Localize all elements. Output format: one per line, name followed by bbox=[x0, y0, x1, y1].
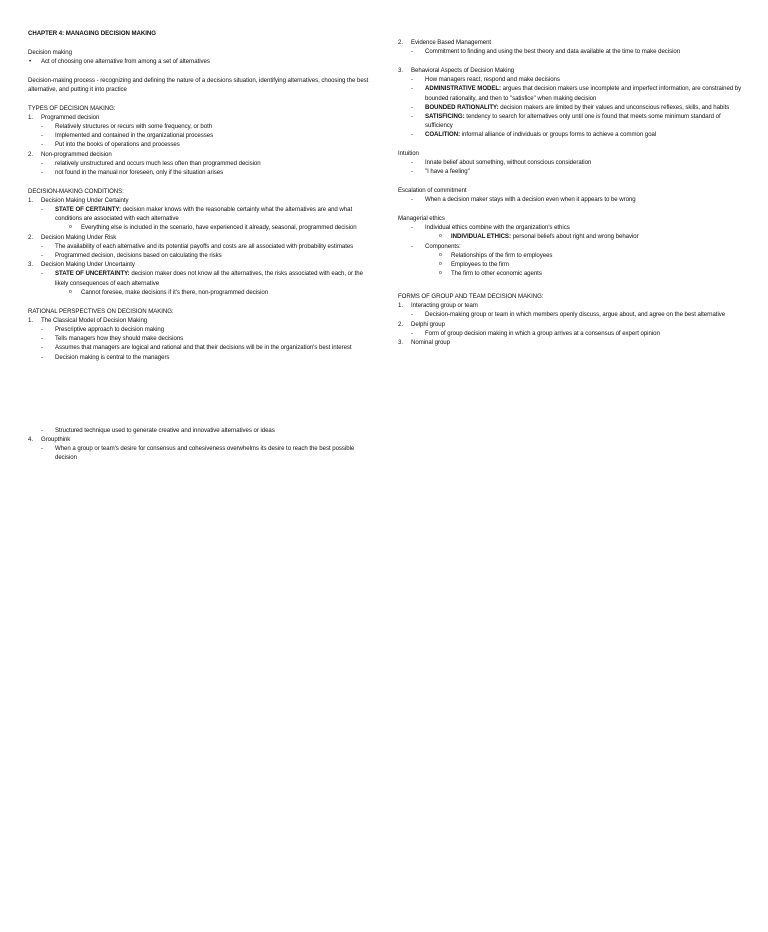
circle-bullet-icon: o bbox=[439, 270, 442, 277]
list-item: 2. Delphi group bbox=[398, 320, 445, 328]
list-item: 4. Groupthink bbox=[28, 436, 71, 443]
circle-bullet-icon: o bbox=[439, 261, 442, 268]
list-item: 1. Programmed decision bbox=[28, 113, 100, 121]
list-item: - Components: bbox=[411, 242, 461, 250]
list-item: - Put into the books of operations and processes bbox=[41, 141, 180, 149]
list-item: - Innate belief about something, without conscious consideration bbox=[411, 159, 592, 167]
forms-heading: FORMS OF GROUP AND TEAM DECISION MAKING: bbox=[398, 292, 544, 300]
list-item: 1. The Classical Model of Decision Making bbox=[28, 316, 148, 324]
chapter-title: CHAPTER 4: MANAGING DECISION MAKING bbox=[28, 30, 156, 37]
list-item: - STATE OF UNCERTAINTY: decision maker does not know all the alternatives, the risks associated with each, or the likely consequences of each alternative bbox=[41, 270, 363, 287]
list-item: - The availability of each alternative and its potential payoffs and costs are all associated with probability estimates bbox=[41, 242, 354, 250]
list-item: o Everything else is included in the scenario, have experienced it already, seasonal, programmed decision bbox=[69, 224, 357, 232]
list-item: o The firm to other economic agents bbox=[439, 270, 542, 278]
list-item: - Decision making is central to the managers bbox=[41, 353, 170, 361]
types-heading: TYPES OF DECISION MAKING: bbox=[28, 104, 116, 112]
circle-bullet-icon: o bbox=[69, 288, 72, 295]
list-item: o Relationships of the firm to employees bbox=[439, 251, 553, 259]
escalation-heading: Escalation of commitment bbox=[398, 187, 467, 195]
list-item: 2. Evidence Based Management bbox=[398, 39, 492, 46]
bullet-icon: • bbox=[29, 57, 32, 65]
list-item: o Employees to the firm bbox=[439, 261, 509, 269]
circle-bullet-icon: o bbox=[69, 224, 72, 231]
decision-making-heading: Decision making bbox=[28, 48, 72, 56]
list-item: - When a group or team's desire for consensus and cohesiveness overwhelms its desire to reach the best possible decision bbox=[41, 445, 355, 462]
list-item: 2. Non-programmed decision bbox=[28, 150, 112, 158]
list-item: 3. Behavioral Aspects of Decision Making bbox=[398, 66, 515, 74]
list-item: - Individual ethics combine with the organization's ethics bbox=[411, 224, 570, 232]
list-item: 1. Interacting group or team bbox=[398, 302, 478, 310]
list-item: - Structured technique used to generate creative and innovative alternatives or ideas bbox=[41, 426, 275, 434]
list-item: o Cannot foresee, make decisions if it's there, non-programmed decision bbox=[69, 288, 269, 296]
list-item: - Decision-making group or team in which members openly discuss, argue about, and agree on the best alternative bbox=[411, 311, 726, 319]
rational-heading: RATIONAL PERSPECTIVES ON DECISION MAKING: bbox=[28, 307, 174, 315]
list-item: - Prescriptive approach to decision making bbox=[41, 325, 165, 333]
intuition-heading: Intuition bbox=[398, 150, 419, 158]
list-item: - Form of group decision making in which a group arrives at a consensus of expert opinion bbox=[411, 329, 660, 337]
ethics-heading: Managerial ethics bbox=[398, 215, 445, 223]
list-item: - Assumes that managers are logical and rational and that their decisions will be in the organization's best interest bbox=[41, 344, 352, 352]
list-item: • Act of choosing one alternative from among a set of alternatives bbox=[29, 57, 210, 65]
list-item: - BOUNDED RATIONALITY: decision makers are limited by their values and unconscious reflexes, skills, and habits bbox=[411, 103, 730, 111]
list-item: 2. Decision Making Under Risk bbox=[28, 233, 117, 241]
conditions-heading: DECISION-MAKING CONDITIONS: bbox=[28, 187, 124, 195]
list-item: - Implemented and contained in the organizational processes bbox=[41, 132, 214, 140]
circle-bullet-icon: o bbox=[439, 233, 442, 240]
list-item: - ADMINISTRATIVE MODEL: argues that decision makers use incomplete and imperfect information, are constrained by bounded rationality, and then to "satisfice" when making decision bbox=[411, 85, 742, 102]
decision-making-process-paragraph: Decision-making process - recognizing and defining the nature of a decisions situation, identifying alternatives, choosing the best alternative, and putting it into practice bbox=[28, 76, 369, 93]
list-item: - not found in the manual nor foreseen, only if the situation arises bbox=[41, 168, 224, 176]
right-column bbox=[398, 38, 743, 347]
list-item: o INDIVIDUAL ETHICS: personal beliefs about right and wrong behavior bbox=[439, 233, 639, 241]
list-item: 3. Decision Making Under Uncertainty bbox=[28, 261, 135, 269]
list-item: - Tells managers how they should make decisions bbox=[41, 335, 184, 343]
list-item: 1. Decision Making Under Certainty bbox=[28, 196, 129, 204]
list-item: - STATE OF CERTAINTY: decision maker knows with the reasonable certainty what the alternatives are and what conditions are associated with each alternative bbox=[41, 206, 353, 223]
left-column bbox=[28, 29, 370, 463]
list-item: - Commitment to finding and using the best theory and data available at the time to make decision bbox=[411, 48, 681, 56]
list-item: - COALITION: informal alliance of individuals or groups forms to achieve a common goal bbox=[411, 131, 657, 139]
list-item: - "I have a feeling" bbox=[411, 168, 470, 176]
list-item: - How managers react, respond and make decisions bbox=[411, 76, 560, 84]
list-item: - SATISFICING: tendency to search for alternatives only until one is found that meets some minimum standard of sufficiency bbox=[411, 112, 721, 130]
list-item: 3. Nominal group bbox=[398, 338, 450, 346]
list-item: - Relatively structures or recurs with some frequency, or both bbox=[41, 122, 213, 130]
list-item: - Programmed decision, decisions based on calculating the risks bbox=[41, 252, 222, 260]
circle-bullet-icon: o bbox=[439, 251, 442, 258]
list-item: - When a decision maker stays with a decision even when it appears to be wrong bbox=[411, 196, 636, 204]
list-item: - relatively unstructured and occurs much less often than programmed decision bbox=[41, 159, 261, 167]
